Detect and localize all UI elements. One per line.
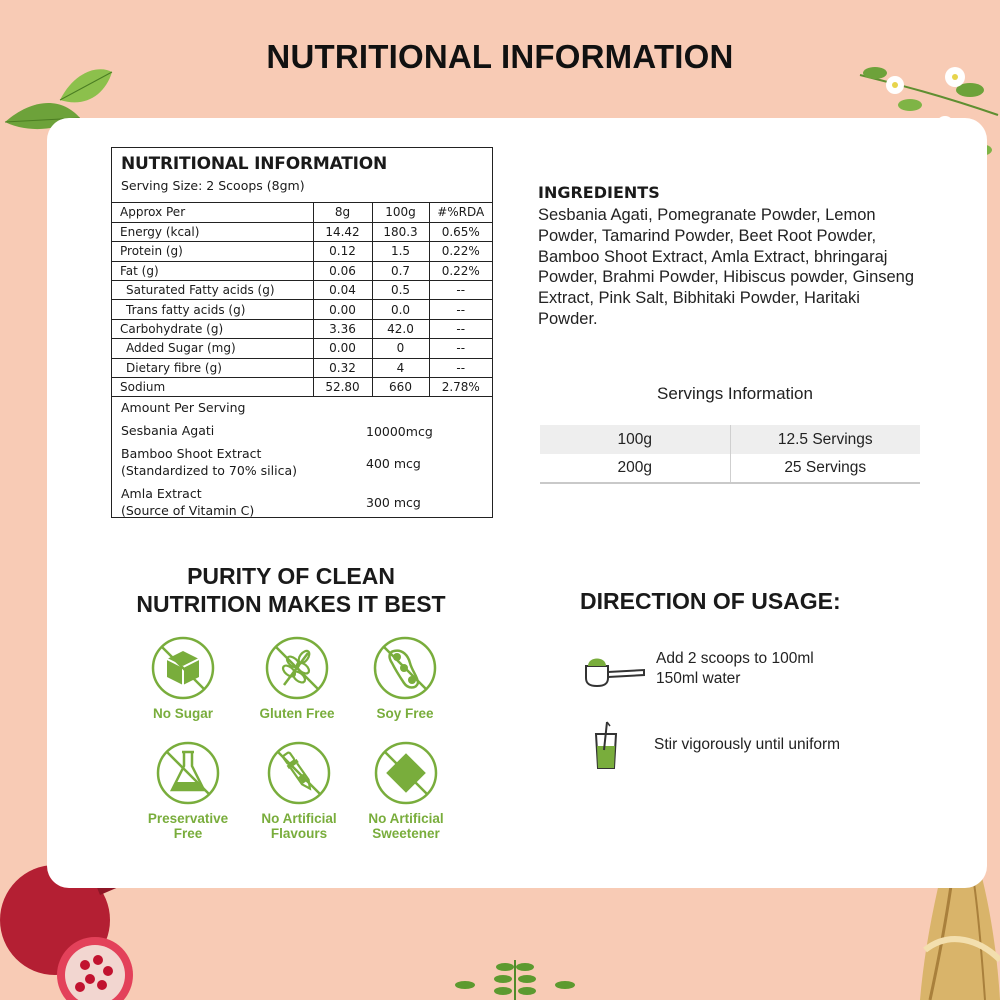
nutrient-value-8g: 0.12 [313, 242, 372, 261]
direction-title: DIRECTION OF USAGE: [580, 588, 841, 614]
servings-table [540, 425, 920, 484]
badge-label: Gluten Free [259, 706, 335, 721]
column-header-8g: 8g [313, 203, 372, 222]
badge-soy-free [350, 635, 460, 722]
purity-title-line1: PURITY OF CLEAN [187, 563, 395, 589]
nutrient-value-8g: 14.42 [313, 222, 372, 241]
nutrient-value-100g: 1.5 [372, 242, 429, 261]
amount-label: Sesbania Agati [121, 423, 215, 439]
nutrient-rda: -- [429, 319, 492, 338]
nutrient-value-100g: 660 [372, 378, 429, 397]
badge-label: No Artificial [261, 811, 337, 826]
wheat-icon [264, 635, 330, 701]
nutrient-name: Saturated Fatty acids (g) [112, 281, 313, 300]
serving-count-cell: 25 Servings [730, 454, 920, 483]
serving-count-cell: 12.5 Servings [730, 425, 920, 454]
badge-no-artificial-flavours [244, 740, 354, 841]
ingredients-list: Sesbania Agati, Pomegranate Powder, Lemon Powder, Tamarind Powder, Beet Root Powder, Bamboo Shoot Extract, Amla Extract, bhringaraj Powder, Brahmi Powder, Hibiscus powder, Ginseng Extract, Pink Salt, Bibhitaki Powder, Haritaki Powder. [538, 206, 915, 328]
serving-size-cell: 100g [540, 425, 730, 454]
badge-label: No Artificial [368, 811, 444, 826]
table-row [112, 378, 492, 397]
amount-value: 10000mcg [366, 424, 433, 440]
nutrient-value-8g: 52.80 [313, 378, 372, 397]
amount-label: Amla Extract [121, 486, 202, 502]
badge-label: Preservative [147, 811, 229, 826]
nutrient-rda: -- [429, 281, 492, 300]
column-header-rda: #%RDA [429, 203, 492, 222]
column-header-100g: 100g [372, 203, 429, 222]
nutrient-value-100g: 0.0 [372, 300, 429, 319]
flask-icon [155, 740, 221, 806]
table-row [112, 319, 492, 338]
sweetener-packet-icon [373, 740, 439, 806]
serving-size: Serving Size: 2 Scoops (8gm) [121, 178, 305, 193]
nutrient-value-8g: 0.04 [313, 281, 372, 300]
amount-value: 300 mcg [366, 495, 421, 511]
direction-text-line2: 150ml water [656, 669, 741, 687]
nutrient-rda: 0.22% [429, 261, 492, 280]
nutrient-value-8g: 0.00 [313, 300, 372, 319]
purity-title-line2: NUTRITION MAKES IT BEST [136, 591, 446, 617]
nutrient-name: Energy (kcal) [112, 222, 313, 241]
ingredients-title: INGREDIENTS [538, 183, 660, 202]
badge-no-artificial-sweetener [351, 740, 461, 841]
nutrient-rda: 0.22% [429, 242, 492, 261]
badge-preservative-free [133, 740, 243, 841]
table-row [112, 281, 492, 300]
nutrition-table-title: NUTRITIONAL INFORMATION [121, 154, 388, 174]
nutrient-name: Carbohydrate (g) [112, 319, 313, 338]
nutrient-name: Fat (g) [112, 261, 313, 280]
amount-per-serving [112, 397, 492, 519]
table-row [112, 300, 492, 319]
nutrient-name: Sodium [112, 378, 313, 397]
amount-row [121, 486, 483, 520]
badge-no-sugar [128, 635, 238, 722]
table-row [112, 261, 492, 280]
nutrient-value-8g: 3.36 [313, 319, 372, 338]
table-row [112, 242, 492, 261]
nutrient-value-8g: 0.06 [313, 261, 372, 280]
nutrient-rda: -- [429, 300, 492, 319]
nutrient-value-100g: 0.5 [372, 281, 429, 300]
table-row [112, 339, 492, 358]
nutrition-table-header [112, 148, 492, 203]
nutrient-rda: -- [429, 339, 492, 358]
soybean-icon [372, 635, 438, 701]
amount-sublabel: (Standardized to 70% silica) [121, 463, 297, 479]
sugar-cube-icon [150, 635, 216, 701]
nutrition-facts-table [111, 147, 493, 518]
direction-text: Stir vigorously until uniform [654, 736, 841, 753]
table-row [112, 358, 492, 377]
leaves-decoration-bottom-icon [440, 955, 590, 1000]
nutrient-value-100g: 4 [372, 358, 429, 377]
nutrient-name: Dietary fibre (g) [112, 358, 313, 377]
direction-step [580, 646, 814, 691]
nutrient-value-100g: 42.0 [372, 319, 429, 338]
table-row [112, 222, 492, 241]
glass-stir-icon [580, 720, 626, 770]
nutrient-value-8g: 0.32 [313, 358, 372, 377]
nutrient-value-100g: 180.3 [372, 222, 429, 241]
nutrient-value-100g: 0.7 [372, 261, 429, 280]
dropper-icon [266, 740, 332, 806]
badge-label: Soy Free [376, 706, 434, 721]
amount-value: 400 mcg [366, 455, 421, 471]
amount-sublabel: (Source of Vitamin C) [121, 502, 255, 518]
nutrient-rda: 2.78% [429, 378, 492, 397]
badge-gluten-free [242, 635, 352, 722]
nutrient-rda: 0.65% [429, 222, 492, 241]
badge-label-line2: Free [173, 825, 203, 841]
direction-step [580, 720, 840, 770]
servings-title: Servings Information [657, 384, 813, 403]
scoop-icon [580, 646, 646, 691]
badge-label-line2: Flavours [270, 825, 328, 841]
table-row [540, 454, 920, 483]
serving-size-cell: 200g [540, 454, 730, 483]
column-header-approx: Approx Per [112, 203, 313, 222]
nutrient-grid [112, 203, 492, 397]
amount-row [121, 423, 483, 440]
nutrient-value-8g: 0.00 [313, 339, 372, 358]
page-title: NUTRITIONAL INFORMATION [266, 38, 734, 75]
amount-row [121, 446, 483, 480]
nutrient-value-100g: 0 [372, 339, 429, 358]
nutrient-column-headers [112, 203, 492, 222]
purity-title [100, 562, 482, 618]
nutrient-rda: -- [429, 358, 492, 377]
amount-label: Bamboo Shoot Extract [121, 446, 262, 462]
table-row [540, 425, 920, 454]
amount-heading: Amount Per Serving [121, 400, 246, 416]
nutrient-name: Trans fatty acids (g) [112, 300, 313, 319]
badge-label: No Sugar [152, 706, 213, 721]
nutrient-name: Added Sugar (mg) [112, 339, 313, 358]
nutrient-name: Protein (g) [112, 242, 313, 261]
direction-text: Add 2 scoops to 100ml [656, 649, 814, 667]
badge-label-line2: Sweetener [372, 825, 440, 841]
